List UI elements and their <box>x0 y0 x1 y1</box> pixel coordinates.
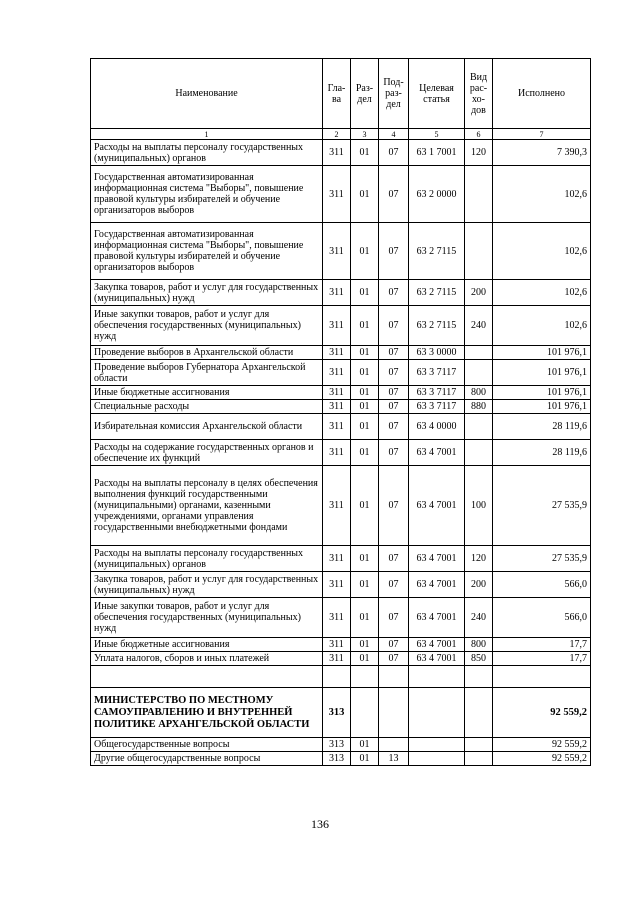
row-podrazdel: 07 <box>379 638 409 652</box>
row-vid <box>465 752 493 766</box>
row-amount: 92 559,2 <box>493 738 591 752</box>
row-amount: 102,6 <box>493 280 591 306</box>
row-amount: 28 119,6 <box>493 440 591 466</box>
row-podrazdel: 07 <box>379 306 409 346</box>
row-name: Общегосударственные вопросы <box>91 738 323 752</box>
row-glava: 311 <box>323 360 351 386</box>
table-body <box>91 140 591 766</box>
row-statya <box>409 688 465 738</box>
row-podrazdel: 07 <box>379 466 409 546</box>
row-statya: 63 4 7001 <box>409 572 465 598</box>
row-glava: 311 <box>323 414 351 440</box>
row-podrazdel: 07 <box>379 280 409 306</box>
row-statya: 63 4 7001 <box>409 546 465 572</box>
row-glava: 311 <box>323 346 351 360</box>
row-statya: 63 3 7117 <box>409 360 465 386</box>
row-razdel: 01 <box>351 546 379 572</box>
row-razdel: 01 <box>351 572 379 598</box>
row-amount: 101 976,1 <box>493 386 591 400</box>
row-glava: 311 <box>323 166 351 223</box>
row-name: Расходы на выплаты персоналу государственных (муниципальных) органов <box>91 140 323 166</box>
table-row <box>91 400 591 414</box>
row-vid <box>465 346 493 360</box>
column-number: 7 <box>493 129 591 140</box>
row-vid: 800 <box>465 638 493 652</box>
table-row <box>91 652 591 666</box>
row-vid: 850 <box>465 652 493 666</box>
row-vid: 240 <box>465 306 493 346</box>
row-name: Иные бюджетные ассигнования <box>91 638 323 652</box>
column-number: 6 <box>465 129 493 140</box>
row-statya <box>409 666 465 688</box>
row-glava: 311 <box>323 223 351 280</box>
table-row <box>91 414 591 440</box>
row-amount: 101 976,1 <box>493 346 591 360</box>
row-amount: 101 976,1 <box>493 360 591 386</box>
table-row <box>91 572 591 598</box>
row-razdel: 01 <box>351 652 379 666</box>
page-number: 136 <box>311 817 329 831</box>
row-statya: 63 4 0000 <box>409 414 465 440</box>
row-vid: 120 <box>465 140 493 166</box>
row-name: Государственная автоматизированная информационная система "Выборы", повышение правовой культуры избирателей и обучение организаторов выборов <box>91 166 323 223</box>
row-podrazdel <box>379 738 409 752</box>
row-amount: 28 119,6 <box>493 414 591 440</box>
table-row <box>91 223 591 280</box>
row-razdel: 01 <box>351 306 379 346</box>
column-number: 2 <box>323 129 351 140</box>
row-vid: 880 <box>465 400 493 414</box>
row-statya: 63 2 7115 <box>409 306 465 346</box>
row-name: Государственная автоматизированная информационная система "Выборы", повышение правовой культуры избирателей и обучение организаторов выборов <box>91 223 323 280</box>
row-statya <box>409 738 465 752</box>
row-glava: 311 <box>323 546 351 572</box>
row-amount: 17,7 <box>493 638 591 652</box>
row-glava: 311 <box>323 440 351 466</box>
row-glava: 311 <box>323 598 351 638</box>
row-glava: 311 <box>323 140 351 166</box>
row-vid <box>465 688 493 738</box>
row-statya: 63 3 7117 <box>409 400 465 414</box>
row-podrazdel <box>379 688 409 738</box>
row-statya: 63 3 0000 <box>409 346 465 360</box>
column-number-row <box>91 129 591 140</box>
row-razdel: 01 <box>351 280 379 306</box>
row-amount: 101 976,1 <box>493 400 591 414</box>
header-vid: Вид рас- хо- дов <box>465 59 493 129</box>
row-vid: 100 <box>465 466 493 546</box>
row-podrazdel: 07 <box>379 440 409 466</box>
row-statya: 63 1 7001 <box>409 140 465 166</box>
row-razdel: 01 <box>351 346 379 360</box>
table-row <box>91 280 591 306</box>
row-glava: 311 <box>323 652 351 666</box>
row-razdel <box>351 688 379 738</box>
row-razdel <box>351 666 379 688</box>
row-razdel: 01 <box>351 166 379 223</box>
row-razdel: 01 <box>351 400 379 414</box>
header-podrazdel: Под- раз- дел <box>379 59 409 129</box>
table-row <box>91 360 591 386</box>
column-number: 5 <box>409 129 465 140</box>
row-amount: 92 559,2 <box>493 752 591 766</box>
row-name: Другие общегосударственные вопросы <box>91 752 323 766</box>
row-name: Уплата налогов, сборов и иных платежей <box>91 652 323 666</box>
header-glava: Гла- ва <box>323 59 351 129</box>
budget-table <box>90 58 591 766</box>
row-statya: 63 4 7001 <box>409 440 465 466</box>
row-podrazdel <box>379 666 409 688</box>
row-name: Расходы на выплаты персоналу в целях обеспечения выполнения функций государственными (муниципальными) органами, казенными учреждениями, органами управления государственными внебюджетными фондами <box>91 466 323 546</box>
row-vid: 200 <box>465 572 493 598</box>
table-row <box>91 346 591 360</box>
row-name: Проведение выборов Губернатора Архангельской области <box>91 360 323 386</box>
row-vid <box>465 666 493 688</box>
row-vid <box>465 738 493 752</box>
row-name: Иные бюджетные ассигнования <box>91 386 323 400</box>
row-glava: 313 <box>323 738 351 752</box>
row-razdel: 01 <box>351 386 379 400</box>
row-name: Закупка товаров, работ и услуг для государственных (муниципальных) нужд <box>91 572 323 598</box>
table-row <box>91 440 591 466</box>
row-amount: 17,7 <box>493 652 591 666</box>
row-glava: 313 <box>323 752 351 766</box>
row-name: Специальные расходы <box>91 400 323 414</box>
row-podrazdel: 07 <box>379 346 409 360</box>
row-statya: 63 4 7001 <box>409 598 465 638</box>
row-name: Расходы на выплаты персоналу государственных (муниципальных) органов <box>91 546 323 572</box>
header-razdel: Раз- дел <box>351 59 379 129</box>
row-glava: 311 <box>323 280 351 306</box>
row-podrazdel: 07 <box>379 400 409 414</box>
row-podrazdel: 07 <box>379 546 409 572</box>
table-row <box>91 638 591 652</box>
row-amount <box>493 666 591 688</box>
row-razdel: 01 <box>351 414 379 440</box>
row-vid <box>465 166 493 223</box>
row-razdel: 01 <box>351 466 379 546</box>
row-name: МИНИСТЕРСТВО ПО МЕСТНОМУ САМОУПРАВЛЕНИЮ И ВНУТРЕННЕЙ ПОЛИТИКЕ АРХАНГЕЛЬСКОЙ ОБЛАСТИ <box>91 688 323 738</box>
row-vid: 240 <box>465 598 493 638</box>
row-glava: 311 <box>323 400 351 414</box>
row-statya: 63 3 7117 <box>409 386 465 400</box>
row-amount: 27 535,9 <box>493 466 591 546</box>
spacer-row <box>91 666 591 688</box>
row-podrazdel: 07 <box>379 414 409 440</box>
table-row <box>91 688 591 738</box>
table-row <box>91 546 591 572</box>
row-name: Избирательная комиссия Архангельской области <box>91 414 323 440</box>
row-razdel: 01 <box>351 223 379 280</box>
row-glava: 311 <box>323 306 351 346</box>
row-razdel: 01 <box>351 638 379 652</box>
row-amount: 27 535,9 <box>493 546 591 572</box>
row-amount: 566,0 <box>493 598 591 638</box>
row-statya: 63 2 0000 <box>409 166 465 223</box>
row-podrazdel: 07 <box>379 598 409 638</box>
row-vid <box>465 223 493 280</box>
table-row <box>91 166 591 223</box>
table-row <box>91 386 591 400</box>
row-vid <box>465 440 493 466</box>
row-podrazdel: 07 <box>379 386 409 400</box>
row-amount: 7 390,3 <box>493 140 591 166</box>
row-name <box>91 666 323 688</box>
table-row <box>91 752 591 766</box>
row-podrazdel: 13 <box>379 752 409 766</box>
header-statya: Целевая статья <box>409 59 465 129</box>
column-number: 3 <box>351 129 379 140</box>
row-glava: 311 <box>323 466 351 546</box>
row-name: Иные закупки товаров, работ и услуг для обеспечения государственных (муниципальных) нужд <box>91 598 323 638</box>
row-razdel: 01 <box>351 738 379 752</box>
row-razdel: 01 <box>351 440 379 466</box>
row-razdel: 01 <box>351 140 379 166</box>
row-amount: 92 559,2 <box>493 688 591 738</box>
row-statya: 63 2 7115 <box>409 280 465 306</box>
row-glava: 313 <box>323 688 351 738</box>
row-name: Иные закупки товаров, работ и услуг для обеспечения государственных (муниципальных) нужд <box>91 306 323 346</box>
row-statya: 63 2 7115 <box>409 223 465 280</box>
row-statya: 63 4 7001 <box>409 638 465 652</box>
row-glava <box>323 666 351 688</box>
row-statya: 63 4 7001 <box>409 466 465 546</box>
header-name: Наименование <box>91 59 323 129</box>
row-amount: 102,6 <box>493 166 591 223</box>
row-glava: 311 <box>323 638 351 652</box>
table-row <box>91 598 591 638</box>
row-glava: 311 <box>323 572 351 598</box>
row-amount: 102,6 <box>493 223 591 280</box>
row-name: Закупка товаров, работ и услуг для государственных (муниципальных) нужд <box>91 280 323 306</box>
row-podrazdel: 07 <box>379 360 409 386</box>
row-amount: 102,6 <box>493 306 591 346</box>
row-razdel: 01 <box>351 598 379 638</box>
table-row <box>91 738 591 752</box>
row-podrazdel: 07 <box>379 140 409 166</box>
row-podrazdel: 07 <box>379 166 409 223</box>
table-row <box>91 466 591 546</box>
row-podrazdel: 07 <box>379 572 409 598</box>
row-statya: 63 4 7001 <box>409 652 465 666</box>
row-vid: 200 <box>465 280 493 306</box>
row-statya <box>409 752 465 766</box>
row-name: Расходы на содержание государственных органов и обеспечение их функций <box>91 440 323 466</box>
header-ispolneno: Исполнено <box>493 59 591 129</box>
row-glava: 311 <box>323 386 351 400</box>
header-row <box>91 59 591 129</box>
row-vid: 800 <box>465 386 493 400</box>
row-razdel: 01 <box>351 360 379 386</box>
table-row <box>91 306 591 346</box>
column-number: 1 <box>91 129 323 140</box>
row-vid: 120 <box>465 546 493 572</box>
row-podrazdel: 07 <box>379 223 409 280</box>
row-podrazdel: 07 <box>379 652 409 666</box>
row-vid <box>465 414 493 440</box>
row-name: Проведение выборов в Архангельской области <box>91 346 323 360</box>
table-row <box>91 140 591 166</box>
row-vid <box>465 360 493 386</box>
row-amount: 566,0 <box>493 572 591 598</box>
row-razdel: 01 <box>351 752 379 766</box>
column-number: 4 <box>379 129 409 140</box>
